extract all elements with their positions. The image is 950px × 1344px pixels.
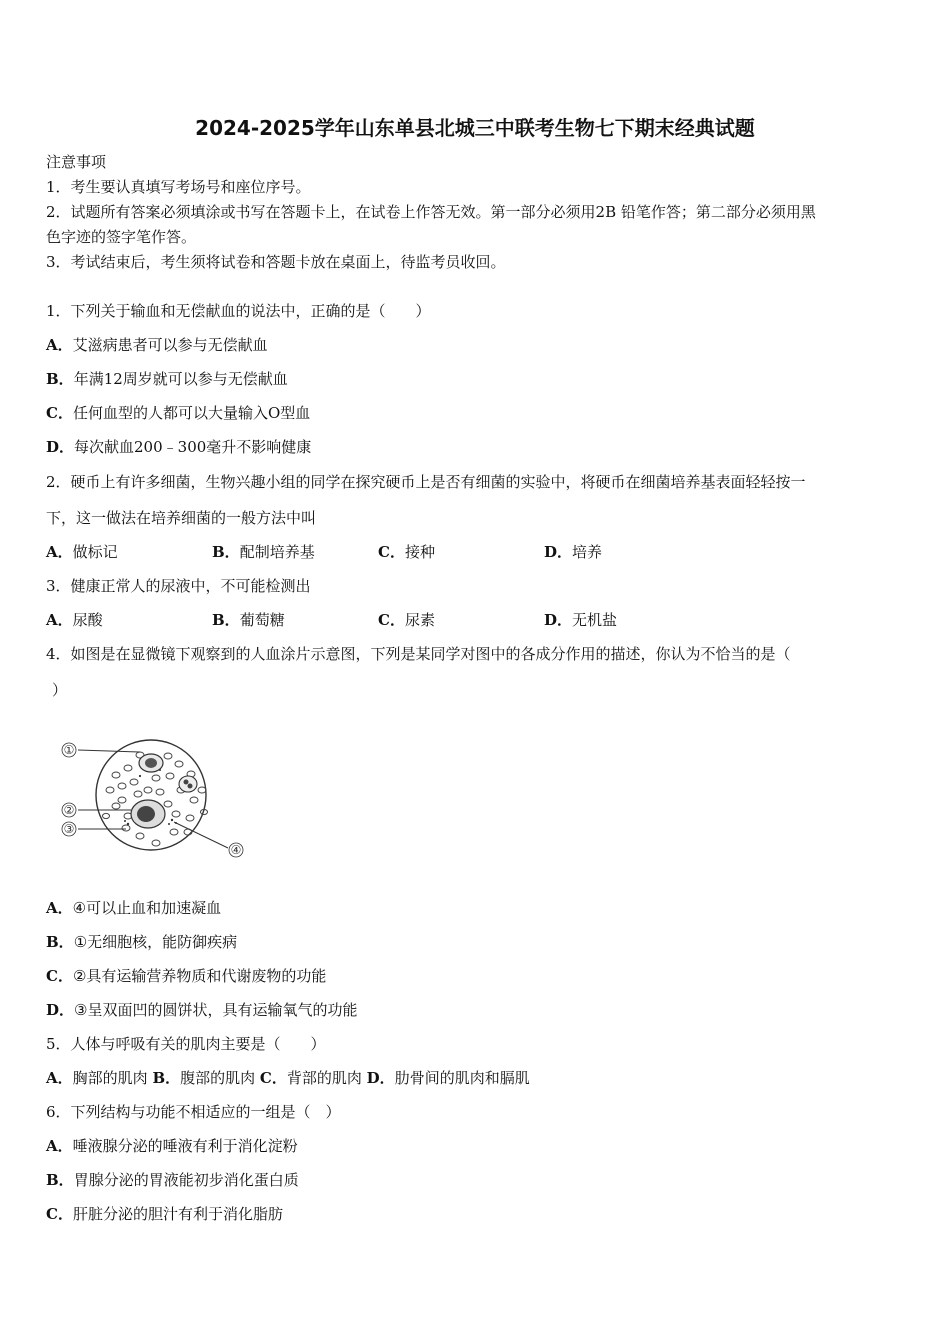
option-letter: A． [46, 611, 73, 629]
option-letter: D． [46, 1001, 75, 1019]
question-2-stem: 2．硬币上有许多细菌，生物兴趣小组的同学在探究硬币上是否有细菌的实验中，将硬币在细菌培养基表面轻轻按一 [46, 473, 806, 491]
question-2-option-b[interactable] [212, 542, 378, 562]
option-text: 做标记 [72, 543, 118, 561]
figure-label-1: ① [63, 743, 75, 757]
question-2-option-a[interactable] [46, 542, 212, 562]
option-text: 培养 [572, 543, 603, 561]
question-6-option-a[interactable] [46, 1136, 298, 1156]
option-text: 配制培养基 [239, 543, 315, 561]
question-5-stem: 5．人体与呼吸有关的肌肉主要是（ ） [46, 1035, 326, 1053]
blood-smear-figure [56, 728, 256, 868]
option-text: 年满12周岁就可以参与无偿献血 [73, 370, 288, 388]
question-4-option-a[interactable] [46, 898, 221, 918]
figure-label-2: ② [63, 803, 75, 817]
option-letter: A． [46, 899, 73, 917]
notice-item: 1．考生要认真填写考场号和座位序号。 [46, 178, 311, 196]
option-letter: A． [46, 543, 73, 561]
question-1-option-b[interactable] [46, 369, 288, 389]
question-4-option-d[interactable] [46, 1000, 357, 1020]
question-6-option-b[interactable] [46, 1170, 299, 1190]
option-text: ②具有运输营养物质和代谢废物的功能 [72, 967, 327, 985]
option-letter: D． [544, 543, 573, 561]
option-letter: D． [366, 1069, 395, 1087]
option-text: 胃腺分泌的胃液能初步消化蛋白质 [73, 1171, 299, 1189]
option-letter: B． [212, 611, 240, 629]
option-text: 胸部的肌肉 [72, 1069, 148, 1087]
option-text: 尿酸 [72, 611, 103, 629]
option-letter: B． [46, 1171, 74, 1189]
option-letter: A． [46, 1069, 73, 1087]
question-1-stem: 1．下列关于输血和无偿献血的说法中，正确的是（ ） [46, 302, 431, 320]
question-3-option-d[interactable] [544, 610, 617, 630]
option-letter: C． [259, 1069, 287, 1087]
option-letter: C． [46, 404, 73, 422]
option-letter: A． [46, 336, 73, 354]
option-letter: C． [46, 967, 73, 985]
notice-heading: 注意事项 [46, 153, 107, 171]
question-6-option-c[interactable] [46, 1204, 283, 1224]
question-2-options [46, 542, 602, 562]
option-letter: B． [152, 1069, 181, 1087]
question-3-option-b[interactable] [212, 610, 378, 630]
option-text: 肝脏分泌的胆汁有利于消化脂肪 [72, 1205, 283, 1223]
option-text: 肋骨间的肌肉和膈肌 [394, 1069, 530, 1087]
figure-label-3: ③ [63, 822, 75, 836]
question-3-options [46, 610, 617, 630]
option-text: ①无细胞核，能防御疾病 [73, 933, 238, 951]
option-text: 艾滋病患者可以参与无偿献血 [72, 336, 268, 354]
question-4-option-b[interactable] [46, 932, 237, 952]
option-text: 葡萄糖 [239, 611, 285, 629]
question-2-stem-cont: 下，这一做法在培养细菌的一般方法中叫 [46, 509, 317, 527]
question-3-option-c[interactable] [378, 610, 544, 630]
question-2-option-c[interactable] [378, 542, 544, 562]
option-letter: B． [212, 543, 240, 561]
question-5-option-d[interactable] [367, 1069, 530, 1087]
option-text: 尿素 [404, 611, 435, 629]
option-text: 唾液腺分泌的唾液有利于消化淀粉 [72, 1137, 298, 1155]
question-5-option-c[interactable] [260, 1069, 362, 1087]
option-text: 无机盐 [572, 611, 618, 629]
white-blood-cell-2 [179, 776, 197, 792]
question-3-option-a[interactable] [46, 610, 212, 630]
option-letter: A． [46, 1137, 73, 1155]
option-text: ④可以止血和加速凝血 [72, 899, 222, 917]
question-2-option-d[interactable] [544, 542, 602, 562]
option-letter: B． [46, 933, 74, 951]
option-letter: D． [46, 438, 75, 456]
question-5-options [46, 1068, 530, 1088]
question-1-option-a[interactable] [46, 335, 268, 355]
option-letter: B． [46, 370, 74, 388]
option-letter: C． [46, 1205, 73, 1223]
option-text: 接种 [404, 543, 435, 561]
question-4-stem: 4．如图是在显微镜下观察到的人血涂片示意图，下列是某同学对图中的各成分作用的描述，你认为不恰当的是（ [46, 645, 791, 663]
question-6-stem: 6．下列结构与功能不相适应的一组是（ ） [46, 1103, 341, 1121]
notice-item: 2．试题所有答案必须填涂或书写在答题卡上，在试卷上作答无效。第一部分必须用2B 铅笔作答；第二部分必须用黑 [46, 203, 816, 221]
option-text: 背部的肌肉 [286, 1069, 362, 1087]
page-title: 2024-2025学年山东单县北城三中联考生物七下期末经典试题 [195, 116, 755, 140]
option-letter: C． [378, 611, 405, 629]
question-1-option-c[interactable] [46, 403, 310, 423]
question-1-option-d[interactable] [46, 437, 311, 457]
question-3-stem: 3．健康正常人的尿液中，不可能检测出 [46, 577, 311, 595]
notice-item: 色字迹的签字笔作答。 [46, 228, 197, 246]
question-5-option-a[interactable] [46, 1069, 148, 1087]
question-4-stem-cont: ） [52, 681, 68, 699]
question-5-option-b[interactable] [152, 1069, 255, 1087]
option-letter: C． [378, 543, 405, 561]
white-blood-cell-3 [131, 800, 165, 828]
notice-item: 3．考试结束后，考生须将试卷和答题卡放在桌面上，待监考员收回。 [46, 253, 506, 271]
option-text: ③呈双面凹的圆饼状，具有运输氧气的功能 [74, 1001, 358, 1019]
option-text: 腹部的肌肉 [180, 1069, 256, 1087]
option-letter: D． [544, 611, 573, 629]
option-text: 任何血型的人都可以大量输入O型血 [72, 404, 311, 422]
question-4-option-c[interactable] [46, 966, 326, 986]
option-text: 每次献血200﹣300毫升不影响健康 [74, 438, 312, 456]
figure-label-4: ④ [230, 843, 242, 857]
